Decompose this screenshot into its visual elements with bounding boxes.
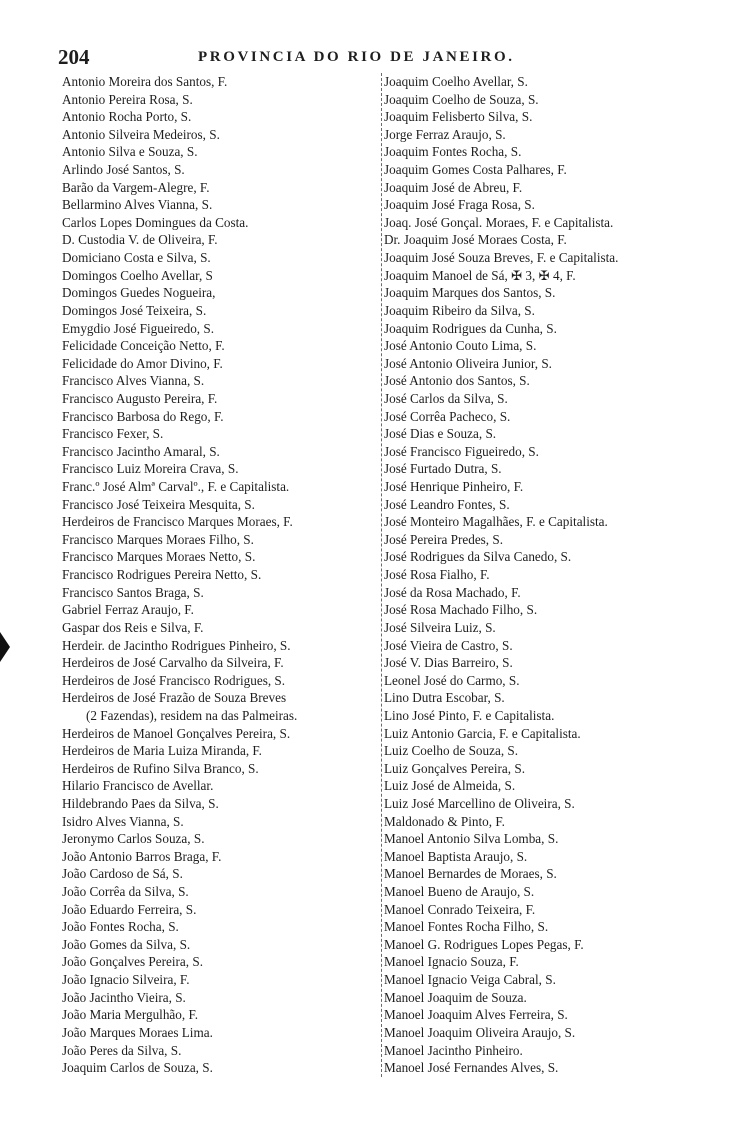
directory-entry: Manoel Joaquim de Souza. bbox=[384, 989, 527, 1005]
directory-entry: Joaquim Gomes Costa Palhares, F. bbox=[384, 162, 567, 178]
left-column bbox=[62, 73, 380, 1077]
directory-entry: Joaquim José Souza Breves, F. e Capitalista. bbox=[384, 250, 619, 266]
directory-entry: José Antonio dos Santos, S. bbox=[384, 373, 530, 389]
directory-entry: João Fontes Rocha, S. bbox=[62, 919, 179, 935]
directory-entry: Domingos Coelho Avellar, S bbox=[62, 267, 213, 283]
directory-entry: Herdeiros de Francisco Marques Moraes, F. bbox=[62, 514, 293, 530]
directory-entry: Francisco Luiz Moreira Crava, S. bbox=[62, 461, 239, 477]
directory-entry: Joaquim Rodrigues da Cunha, S. bbox=[384, 320, 557, 336]
directory-entry: José Rosa Machado Filho, S. bbox=[384, 602, 538, 618]
directory-entry: Manoel Bueno de Araujo, S. bbox=[384, 884, 535, 900]
directory-entry: Hilario Francisco de Avellar. bbox=[62, 778, 214, 794]
directory-entry: João Ignacio Silveira, F. bbox=[62, 972, 190, 988]
directory-entry: Luiz Coelho de Souza, S. bbox=[384, 743, 519, 759]
directory-entry: José Silveira Luiz, S. bbox=[384, 619, 496, 635]
page-number: 204 bbox=[58, 45, 90, 69]
directory-entry: Herdeiros de José Carvalho da Silveira, F. bbox=[62, 655, 284, 671]
directory-entry: José Corrêa Pacheco, S. bbox=[384, 408, 511, 424]
directory-entry: Felicidade Conceição Netto, F. bbox=[62, 338, 225, 354]
directory-entry: Joaquim Fontes Rocha, S. bbox=[384, 144, 522, 160]
page-header bbox=[58, 46, 678, 68]
directory-entry: José Antonio Oliveira Junior, S. bbox=[384, 355, 552, 371]
directory-entry: José Vieira de Castro, S. bbox=[384, 637, 513, 653]
directory-entry: Hildebrando Paes da Silva, S. bbox=[62, 795, 219, 811]
directory-entry: Joaquim José de Abreu, F. bbox=[384, 179, 523, 195]
directory-entry: Jorge Ferraz Araujo, S. bbox=[384, 126, 506, 142]
directory-entry: Leonel José do Carmo, S. bbox=[384, 672, 520, 688]
directory-entry: João Gomes da Silva, S. bbox=[62, 936, 191, 952]
directory-entry: Francisco Santos Braga, S. bbox=[62, 584, 204, 600]
directory-entry: Manoel Fontes Rocha Filho, S. bbox=[384, 919, 549, 935]
directory-entry: Bellarmino Alves Vianna, S. bbox=[62, 197, 213, 213]
directory-entry: João Jacintho Vieira, S. bbox=[62, 989, 186, 1005]
directory-entry: Felicidade do Amor Divino, F. bbox=[62, 355, 223, 371]
directory-entry: Francisco Alves Vianna, S. bbox=[62, 373, 205, 389]
directory-entry: Manoel Bernardes de Moraes, S. bbox=[384, 866, 557, 882]
directory-entry: Domiciano Costa e Silva, S. bbox=[62, 250, 211, 266]
directory-entry: Joaquim Coelho Avellar, S. bbox=[384, 74, 528, 89]
directory-entry: Antonio Pereira Rosa, S. bbox=[62, 91, 193, 107]
directory-entry: Carlos Lopes Domingues da Costa. bbox=[62, 214, 249, 230]
directory-entry: Lino Dutra Escobar, S. bbox=[384, 690, 505, 706]
directory-entry: Manoel Joaquim Oliveira Araujo, S. bbox=[384, 1024, 576, 1040]
directory-entry: Manoel Jacintho Pinheiro. bbox=[384, 1042, 523, 1058]
directory-entry: Luiz José de Almeida, S. bbox=[384, 778, 516, 794]
directory-entry: Herdeiros de José Francisco Rodrigues, S. bbox=[62, 672, 286, 688]
directory-entry: Manoel José Fernandes Alves, S. bbox=[384, 1060, 559, 1076]
directory-entry: Manoel Joaquim Alves Ferreira, S. bbox=[384, 1007, 568, 1023]
directory-entry: Francisco Marques Moraes Filho, S. bbox=[62, 531, 254, 547]
directory-entry: José Henrique Pinheiro, F. bbox=[384, 479, 524, 495]
directory-entry: Joaquim Carlos de Souza, S. bbox=[62, 1060, 213, 1076]
directory-entry: Isidro Alves Vianna, S. bbox=[62, 813, 184, 829]
directory-entry: José Leandro Fontes, S. bbox=[384, 496, 510, 512]
right-column bbox=[381, 73, 739, 1077]
directory-entry: Antonio Rocha Porto, S. bbox=[62, 109, 192, 125]
directory-entry: Joaquim Marques dos Santos, S. bbox=[384, 285, 556, 301]
directory-entry: Francisco Augusto Pereira, F. bbox=[62, 390, 218, 406]
directory-entry: José da Rosa Machado, F. bbox=[384, 584, 521, 600]
directory-entry: Francisco Marques Moraes Netto, S. bbox=[62, 549, 256, 565]
directory-entry: Barão da Vargem-Alegre, F. bbox=[62, 179, 210, 195]
directory-entry: Joaquim Ribeiro da Silva, S. bbox=[384, 302, 535, 318]
directory-entry: José Carlos da Silva, S. bbox=[384, 390, 508, 406]
directory-entry: (2 Fazendas), residem na das Palmeiras. bbox=[86, 707, 298, 723]
directory-entry: Luiz José Marcellino de Oliveira, S. bbox=[384, 795, 575, 811]
directory-entry: Gaspar dos Reis e Silva, F. bbox=[62, 619, 204, 635]
directory-entry: Joaquim Coelho de Souza, S. bbox=[384, 91, 539, 107]
directory-entry: Manoel Baptista Araujo, S. bbox=[384, 848, 528, 864]
directory-entry: Dr. Joaquim José Moraes Costa, F. bbox=[384, 232, 567, 248]
directory-entry: José Furtado Dutra, S. bbox=[384, 461, 502, 477]
directory-entry: José V. Dias Barreiro, S. bbox=[384, 655, 513, 671]
directory-entry: José Monteiro Magalhães, F. e Capitalista. bbox=[384, 514, 608, 530]
directory-entry: João Peres da Silva, S. bbox=[62, 1042, 182, 1058]
directory-entry: João Antonio Barros Braga, F. bbox=[62, 848, 222, 864]
directory-entry: Emygdio José Figueiredo, S. bbox=[62, 320, 215, 336]
directory-entry: José Pereira Predes, S. bbox=[384, 531, 504, 547]
directory-entry: Antonio Silva e Souza, S. bbox=[62, 144, 198, 160]
directory-entry: Francisco José Teixeira Mesquita, S. bbox=[62, 496, 255, 512]
directory-entry: Herdeiros de José Frazão de Souza Breves bbox=[62, 690, 287, 706]
directory-entry: Francisco Rodrigues Pereira Netto, S. bbox=[62, 567, 262, 583]
directory-entry: Luiz Antonio Garcia, F. e Capitalista. bbox=[384, 725, 581, 741]
directory-entry: Manoel Ignacio Veiga Cabral, S. bbox=[384, 972, 556, 988]
directory-entry: Herdeiros de Rufino Silva Branco, S. bbox=[62, 760, 259, 776]
directory-entry: Joaq. José Gonçal. Moraes, F. e Capitalista. bbox=[384, 214, 614, 230]
directory-entry: Francisco Barbosa do Rego, F. bbox=[62, 408, 224, 424]
directory-entry: Domingos Guedes Nogueira, bbox=[62, 285, 216, 301]
directory-entry: D. Custodia V. de Oliveira, F. bbox=[62, 232, 218, 248]
directory-entry: Francisco Jacintho Amaral, S. bbox=[62, 443, 220, 459]
directory-entry: Gabriel Ferraz Araujo, F. bbox=[62, 602, 194, 618]
directory-entry: José Francisco Figueiredo, S. bbox=[384, 443, 539, 459]
directory-entry: Antonio Silveira Medeiros, S. bbox=[62, 126, 220, 142]
directory-entry: Antonio Moreira dos Santos, F. bbox=[62, 74, 228, 89]
directory-entry: Lino José Pinto, F. e Capitalista. bbox=[384, 707, 555, 723]
directory-entry: Joaquim Felisberto Silva, S. bbox=[384, 109, 533, 125]
directory-entry: Maldonado & Pinto, F. bbox=[384, 813, 505, 829]
directory-entry: José Rosa Fialho, F. bbox=[384, 567, 490, 583]
directory-entry: João Maria Mergulhão, F. bbox=[62, 1007, 199, 1023]
directory-entry: João Corrêa da Silva, S. bbox=[62, 884, 189, 900]
directory-entry: Domingos José Teixeira, S. bbox=[62, 302, 207, 318]
directory-entry: Manoel Ignacio Souza, F. bbox=[384, 954, 519, 970]
directory-entry: João Cardoso de Sá, S. bbox=[62, 866, 183, 882]
directory-entry: João Gonçalves Pereira, S. bbox=[62, 954, 203, 970]
directory-entry: João Eduardo Ferreira, S. bbox=[62, 901, 197, 917]
directory-entry: Francisco Fexer, S. bbox=[62, 426, 164, 442]
directory-entry: Manoel Conrado Teixeira, F. bbox=[384, 901, 536, 917]
binding-hole-mark bbox=[0, 632, 10, 662]
directory-entry: Arlindo José Santos, S. bbox=[62, 162, 185, 178]
directory-entry: Jeronymo Carlos Souza, S. bbox=[62, 831, 205, 847]
directory-entry: Herdeiros de Manoel Gonçalves Pereira, S. bbox=[62, 725, 291, 741]
directory-entry: Manoel Antonio Silva Lomba, S. bbox=[384, 831, 559, 847]
directory-entry: Franc.º José Almª Carvalº., F. e Capitalista. bbox=[62, 479, 290, 495]
directory-entry: José Rodrigues da Silva Canedo, S. bbox=[384, 549, 572, 565]
directory-entry: Joaquim Manoel de Sá, ✠ 3, ✠ 4, F. bbox=[384, 267, 576, 283]
directory-entry: João Marques Moraes Lima. bbox=[62, 1024, 213, 1040]
page-title: PROVINCIA DO RIO DE JANEIRO. bbox=[198, 49, 515, 65]
directory-entry: José Dias e Souza, S. bbox=[384, 426, 497, 442]
directory-entry: Herdeir. de Jacintho Rodrigues Pinheiro, S. bbox=[62, 637, 291, 653]
directory-entry: Manoel G. Rodrigues Lopes Pegas, F. bbox=[384, 936, 584, 952]
directory-entry: Herdeiros de Maria Luiza Miranda, F. bbox=[62, 743, 262, 759]
directory-entry: Joaquim José Fraga Rosa, S. bbox=[384, 197, 535, 213]
directory-entry: José Antonio Couto Lima, S. bbox=[384, 338, 537, 354]
directory-entry: Luiz Gonçalves Pereira, S. bbox=[384, 760, 525, 776]
